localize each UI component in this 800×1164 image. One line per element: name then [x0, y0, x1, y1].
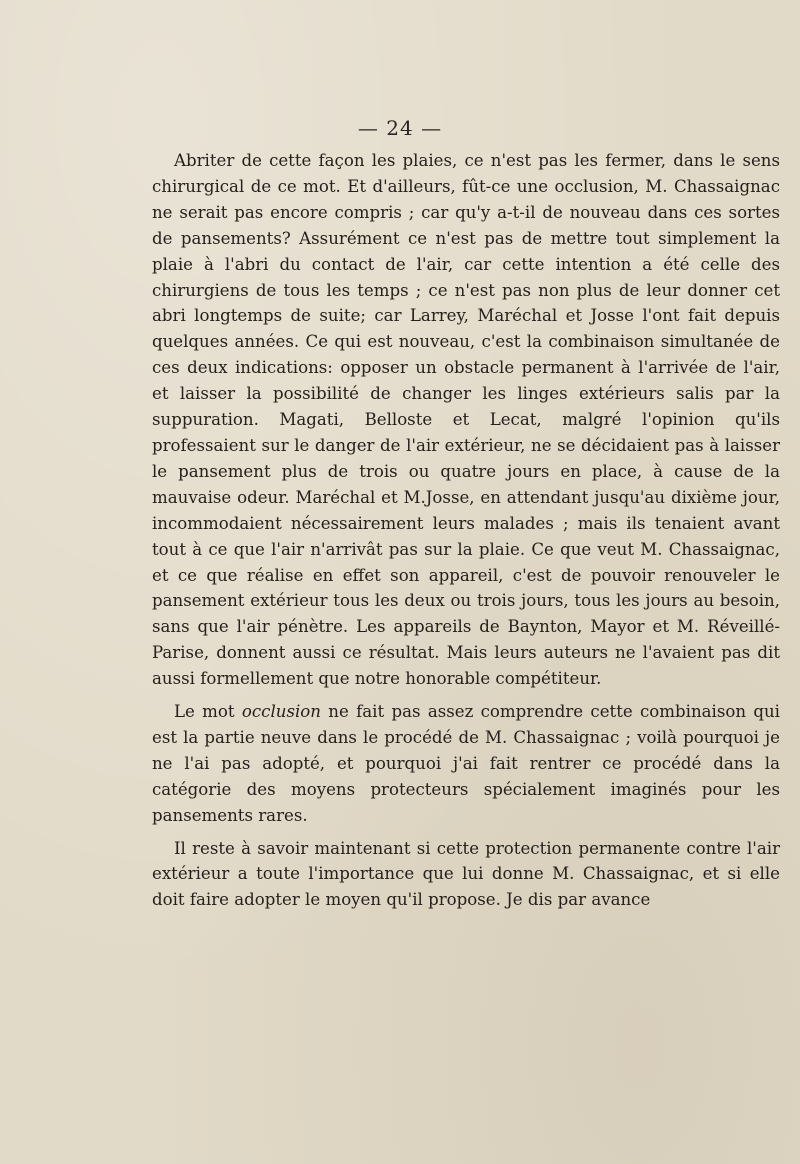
paragraph-2-start: Le mot — [174, 702, 242, 722]
italic-term-occlusion: occlusion — [241, 702, 321, 722]
paragraph-2 — [152, 699, 780, 829]
page-number: — 24 — — [357, 116, 443, 140]
paragraph-2-rest: ne fait pas assez comprendre cette combinaison qui est la partie neuve dans le procédé de M. Chassaignac ; voilà pourquoi je ne l'ai pas adopté, et pourquoi j'ai fait rentrer ce procédé dans la catégorie des moyens protecteurs spécialement imaginés pour les pansements rares. — [152, 702, 780, 825]
paragraph-1: Abriter de cette façon les plaies, ce n'est pas les fermer, dans le sens chirurgical de ce mot. Et d'ailleurs, fût-ce une occlusion, M. Chassaignac ne serait pas encore compris ; car qu'y a-t-il de nouveau dans ces sortes de pansements? Assurément ce n'est pas de mettre tout simplement la plaie à l'abri du contact de l'air, car cette intention a été celle des chirurgiens de tous les temps ; ce n'est pas non plus de leur donner cet abri longtemps de suite; car Larrey, Maréchal et Josse l'ont fait depuis quelques années. Ce qui est nouveau, c'est la combinaison simultanée de ces deux indications: opposer un obstacle permanent à l'arrivée de l'air, et laisser la possibilité de changer les linges extérieurs salis par la suppuration. Magati, Belloste et Lecat, malgré l'opinion qu'ils professaient sur le danger de l'air extérieur, ne se décidaient pas à laisser le pansement plus de trois ou quatre jours en place, à cause de la mauvaise odeur. Maréchal et M.Josse, en attendant jusqu'au dixième jour, incommodaient nécessairement leurs malades ; mais ils tenaient avant tout à ce que l'air n'arrivât pas sur la plaie. Ce que veut M. Chassaignac, et ce que réalise en effet son appareil, c'est de pouvoir renouveler le pansement extérieur tous les deux ou trois jours, tous les jours au besoin, sans que l'air pénètre. Les appareils de Baynton, Mayor et M. Réveillé-Parise, donnent aussi ce résultat. Mais leurs auteurs ne l'avaient pas dit aussi formellement que notre honorable compétiteur. — [152, 151, 780, 689]
paragraph-3: Il reste à savoir maintenant si cette protection permanente contre l'air extérieur a toute l'importance que lui donne M. Chassaignac, et si elle doit faire adopter le moyen qu'il propose. Je dis par avance — [152, 838, 780, 910]
body-text — [152, 148, 780, 913]
